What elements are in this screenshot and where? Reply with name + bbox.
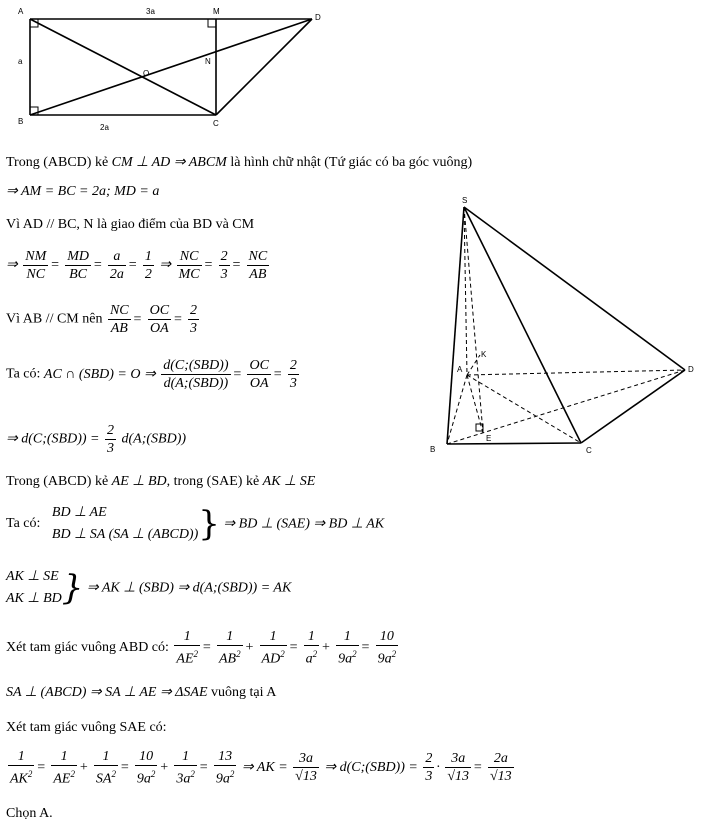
line-6: Ta có: AC ∩ (SBD) = O ⇒ $\frac{\text{d(C;(SBD))}}{\text{d(A;(SBD))}}$ = $\frac{OC}{OA}$ = $\frac{2}{3}$ <box>6 358 297 391</box>
label-s: S <box>462 196 468 205</box>
line-14: $\frac{1}{AK^2}$ = $\frac{1}{AE^2}$ + $\frac{1}{SA^2}$ = $\frac{10}{9a^2}$ + $\frac{1}{3a^2}$ = $\frac{13}{9a^2}$ ⇒ AK = $\frac{3a}{√13}$ ⇒ d(C;(SBD)) = $\frac{2}{3}$ · $\frac{3a}{√13}$ = $\frac{2a}{√13}$ <box>10 749 512 787</box>
figure-pyramid <box>420 195 706 465</box>
label-a-pyr: A <box>457 365 463 374</box>
line-13: Xét tam giác vuông SAE có: <box>6 720 167 735</box>
line-2: ⇒ AM = BC = 2a; MD = a <box>6 184 160 199</box>
label-n: N <box>205 57 211 66</box>
line-1: Trong (ABCD) kẻ CM ⊥ AD ⇒ ABCM là hình chữ nhật (Tứ giác có ba góc vuông) <box>6 155 473 170</box>
label-k: K <box>481 350 487 359</box>
label-2a: 2a <box>100 123 109 132</box>
label-a-side: a <box>18 57 23 66</box>
label-c-top: C <box>213 119 219 128</box>
label-a-top: A <box>18 7 24 16</box>
label-o: O <box>143 69 150 78</box>
label-e: E <box>486 434 492 443</box>
label-b-pyr: B <box>430 445 436 454</box>
label-3a: 3a <box>146 7 155 16</box>
label-d-pyr: D <box>688 365 694 374</box>
line-10: AK ⊥ SE AK ⊥ BD } ⇒ AK ⊥ (SBD) ⇒ d(A;(SBD)) = AK <box>6 568 292 608</box>
line-4: ⇒ $\frac{NM}{NC}$ = $\frac{MD}{BC}$ = $\frac{a}{2a}$ = $\frac{1}{2}$ ⇒ $\frac{NC}{MC}$ = $\frac{2}{3}$ = $\frac{NC}{AB}$ <box>6 249 268 282</box>
line-5: Vì AB // CM nên $\frac{NC}{AB}$ = $\frac{OC}{OA}$ = $\frac{2}{3}$ <box>6 303 198 336</box>
line-11: Xét tam giác vuông ABD có: $\frac{1}{AE^2}$ = $\frac{1}{AB^2}$ + $\frac{1}{AD^2}$ = $\frac{1}{a^2}$ + $\frac{1}{9a^2}$ = $\frac{10}{9a^2}$ <box>6 629 397 667</box>
line-8: Trong (ABCD) kẻ AE ⊥ BD, trong (SAE) kẻ AK ⊥ SE <box>6 474 316 489</box>
line-12: SA ⊥ (ABCD) ⇒ SA ⊥ AE ⇒ ΔSAE vuông tại A <box>6 685 277 700</box>
figure-trapezoid <box>0 0 340 140</box>
line-9: Ta có: BD ⊥ AE BD ⊥ SA (SA ⊥ (ABCD)) } ⇒ BD ⊥ (SAE) ⇒ BD ⊥ AK <box>6 504 385 544</box>
label-d-top: D <box>315 13 321 22</box>
line-3: Vì AD // BC, N là giao điểm của BD và CM <box>6 217 255 232</box>
label-c-pyr: C <box>586 446 592 455</box>
label-m: M <box>213 7 220 16</box>
answer: Chọn A. <box>6 806 53 821</box>
line-7: ⇒ d(C;(SBD)) = $\frac{2}{3}$ d(A;(SBD)) <box>6 423 187 456</box>
label-b-top: B <box>18 117 24 126</box>
